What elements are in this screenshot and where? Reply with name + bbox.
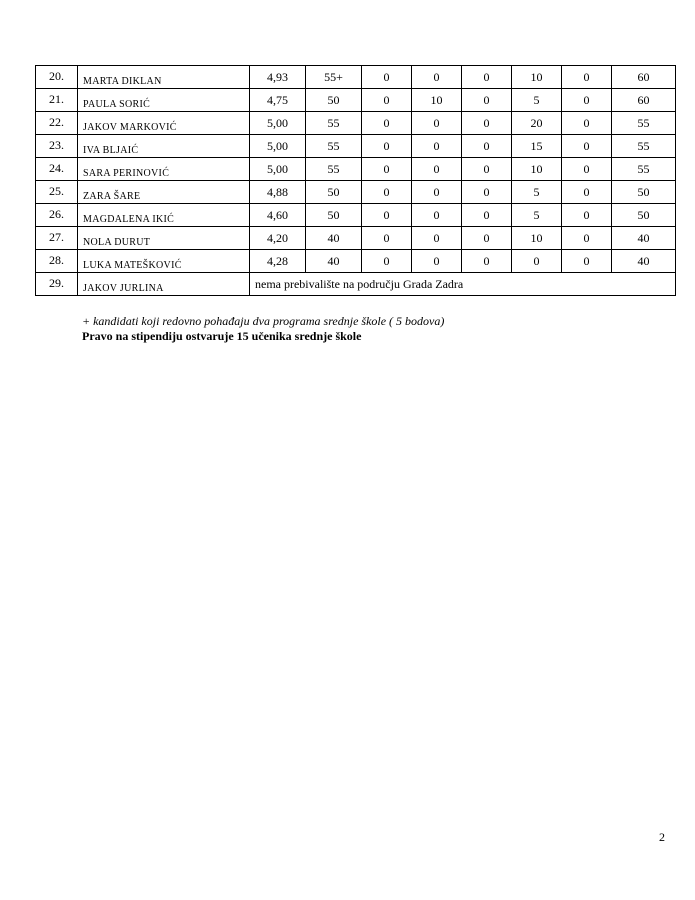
score-cell: 50 xyxy=(612,181,676,204)
score-cell: 50 xyxy=(306,89,362,112)
row-note: nema prebivalište na području Grada Zadra xyxy=(250,273,676,296)
score-cell: 55 xyxy=(612,158,676,181)
score-cell: 5,00 xyxy=(250,135,306,158)
score-cell: 4,20 xyxy=(250,227,306,250)
score-cell: 4,75 xyxy=(250,89,306,112)
student-name: LUKA MATEŠKOVIĆ xyxy=(78,250,250,273)
table-row xyxy=(36,227,676,250)
score-cell: 60 xyxy=(612,89,676,112)
score-cell: 55 xyxy=(612,135,676,158)
table-row xyxy=(36,112,676,135)
score-cell: 10 xyxy=(512,66,562,89)
score-cell: 0 xyxy=(462,250,512,273)
row-number: 29. xyxy=(36,273,78,296)
score-cell: 0 xyxy=(412,112,462,135)
score-cell: 0 xyxy=(462,66,512,89)
score-cell: 0 xyxy=(562,112,612,135)
score-cell: 10 xyxy=(412,89,462,112)
summary-statement: Pravo na stipendiju ostvaruje 15 učenika srednje škole xyxy=(82,329,362,343)
student-name: MARTA DIKLAN xyxy=(78,66,250,89)
score-cell: 0 xyxy=(462,89,512,112)
score-cell: 0 xyxy=(562,66,612,89)
score-cell: 0 xyxy=(412,227,462,250)
table-body xyxy=(36,66,676,296)
student-name: JAKOV JURLINA xyxy=(78,273,250,296)
row-number: 21. xyxy=(36,89,78,112)
table-row xyxy=(36,250,676,273)
score-cell: 50 xyxy=(306,181,362,204)
row-number: 28. xyxy=(36,250,78,273)
table-row xyxy=(36,135,676,158)
score-cell: 40 xyxy=(612,227,676,250)
score-cell: 0 xyxy=(462,158,512,181)
score-cell: 0 xyxy=(512,250,562,273)
row-number: 24. xyxy=(36,158,78,181)
score-cell: 4,28 xyxy=(250,250,306,273)
row-number: 27. xyxy=(36,227,78,250)
score-cell: 0 xyxy=(562,135,612,158)
row-number: 20. xyxy=(36,66,78,89)
student-name: ZARA ŠARE xyxy=(78,181,250,204)
score-cell: 0 xyxy=(412,250,462,273)
score-cell: 10 xyxy=(512,227,562,250)
score-cell: 0 xyxy=(412,204,462,227)
student-name: PAULA SORIĆ xyxy=(78,89,250,112)
student-name: MAGDALENA IKIĆ xyxy=(78,204,250,227)
score-cell: 0 xyxy=(462,204,512,227)
score-cell: 0 xyxy=(562,204,612,227)
row-number: 25. xyxy=(36,181,78,204)
student-name: NOLA DURUT xyxy=(78,227,250,250)
score-cell: 0 xyxy=(562,227,612,250)
score-cell: 0 xyxy=(562,250,612,273)
score-cell: 0 xyxy=(562,89,612,112)
score-cell: 15 xyxy=(512,135,562,158)
score-cell: 55+ xyxy=(306,66,362,89)
score-cell: 5,00 xyxy=(250,158,306,181)
student-name: JAKOV MARKOVIĆ xyxy=(78,112,250,135)
score-cell: 0 xyxy=(362,227,412,250)
score-cell: 0 xyxy=(362,135,412,158)
table-row xyxy=(36,89,676,112)
score-cell: 0 xyxy=(462,181,512,204)
score-cell: 55 xyxy=(306,112,362,135)
score-cell: 40 xyxy=(306,250,362,273)
score-cell: 0 xyxy=(462,135,512,158)
score-cell: 0 xyxy=(462,227,512,250)
score-cell: 4,88 xyxy=(250,181,306,204)
score-cell: 60 xyxy=(612,66,676,89)
score-cell: 4,60 xyxy=(250,204,306,227)
score-cell: 0 xyxy=(362,89,412,112)
score-cell: 5 xyxy=(512,89,562,112)
score-cell: 0 xyxy=(412,66,462,89)
score-cell: 50 xyxy=(306,204,362,227)
score-cell: 5,00 xyxy=(250,112,306,135)
score-cell: 0 xyxy=(362,250,412,273)
table-row xyxy=(36,66,676,89)
score-cell: 4,93 xyxy=(250,66,306,89)
score-cell: 10 xyxy=(512,158,562,181)
score-cell: 0 xyxy=(362,158,412,181)
score-cell: 20 xyxy=(512,112,562,135)
score-cell: 0 xyxy=(412,158,462,181)
student-name: IVA BLJAIĆ xyxy=(78,135,250,158)
page-number: 2 xyxy=(659,830,665,844)
row-number: 26. xyxy=(36,204,78,227)
student-name: SARA PERINOVIĆ xyxy=(78,158,250,181)
score-cell: 55 xyxy=(306,135,362,158)
table-row xyxy=(36,181,676,204)
footnote: + kandidati koji redovno pohađaju dva programa srednje škole ( 5 bodova) xyxy=(82,314,445,328)
score-cell: 40 xyxy=(306,227,362,250)
score-cell: 0 xyxy=(362,204,412,227)
score-cell: 5 xyxy=(512,204,562,227)
scholarship-results-table xyxy=(35,65,676,296)
score-cell: 50 xyxy=(612,204,676,227)
table-row xyxy=(36,158,676,181)
score-cell: 0 xyxy=(562,181,612,204)
score-cell: 0 xyxy=(362,66,412,89)
score-cell: 0 xyxy=(412,135,462,158)
score-cell: 0 xyxy=(362,112,412,135)
score-cell: 40 xyxy=(612,250,676,273)
score-cell: 55 xyxy=(306,158,362,181)
row-number: 23. xyxy=(36,135,78,158)
score-cell: 0 xyxy=(362,181,412,204)
table-row xyxy=(36,273,676,296)
row-number: 22. xyxy=(36,112,78,135)
score-cell: 0 xyxy=(562,158,612,181)
score-cell: 0 xyxy=(462,112,512,135)
score-cell: 5 xyxy=(512,181,562,204)
score-cell: 55 xyxy=(612,112,676,135)
table-row xyxy=(36,204,676,227)
score-cell: 0 xyxy=(412,181,462,204)
